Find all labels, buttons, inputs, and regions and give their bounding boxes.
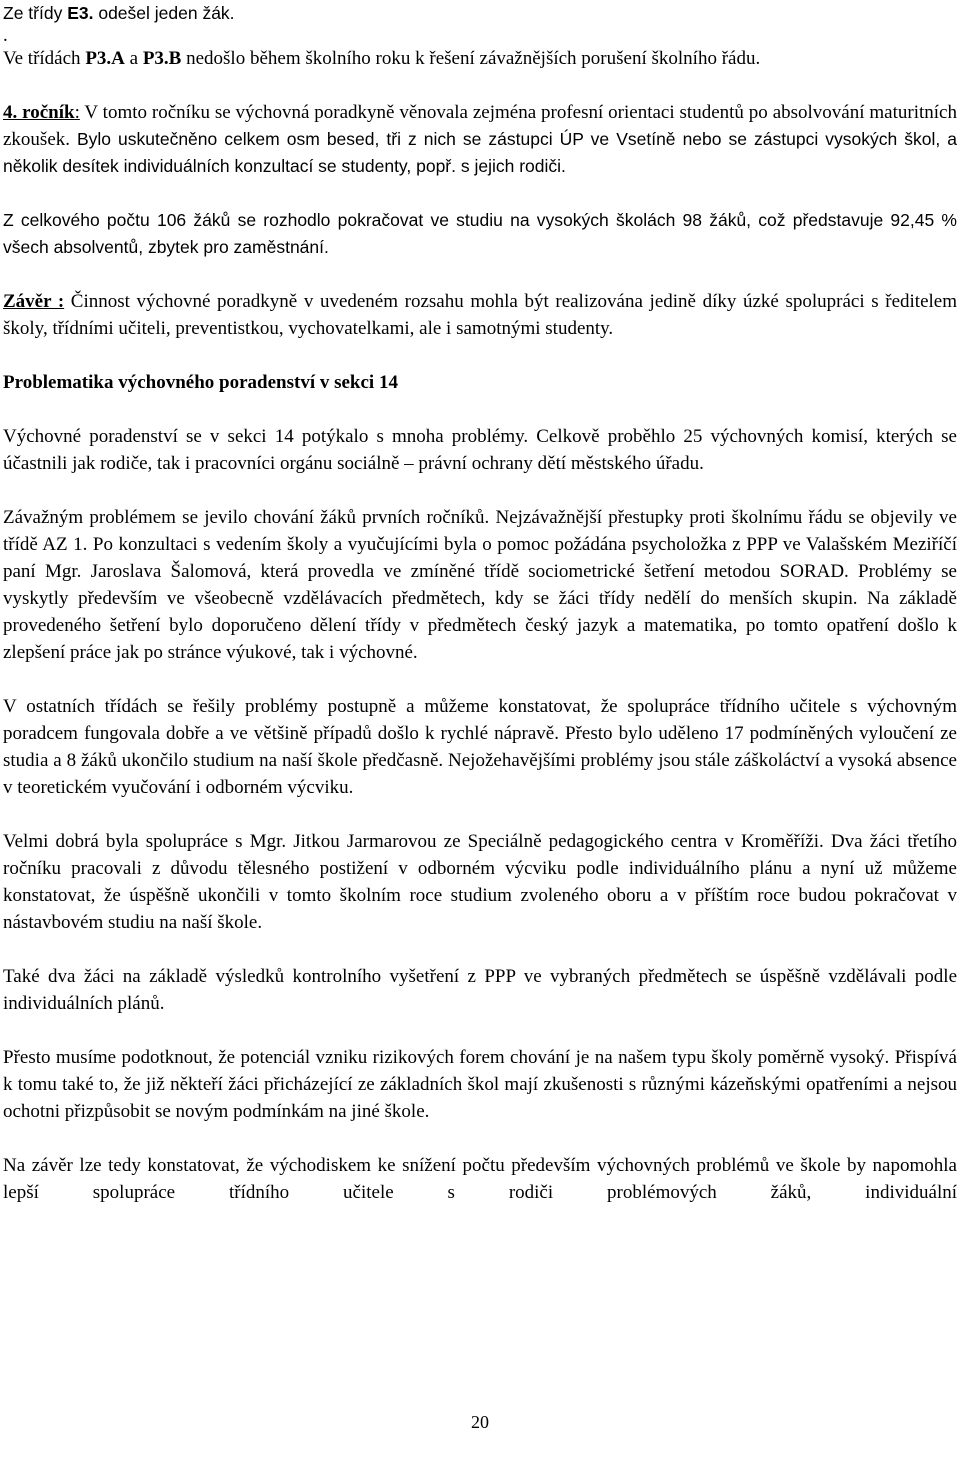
intro-dot: . — [3, 25, 8, 46]
spacer — [3, 936, 957, 963]
class-e3: E3. — [67, 3, 94, 23]
spacer — [3, 1125, 957, 1152]
spacer — [3, 801, 957, 828]
intro-line-2-suffix: nedošlo během školního roku k řešení závažnějších porušení školního řádu. — [181, 48, 761, 69]
section-paragraph-7: Na závěr lze tedy konstatovat, že východiskem ke snížení počtu především výchovných problémů ve škole by napomohla lepší spolupráce třídního učitele s rodiči problémových žáků, individuální — [3, 1155, 957, 1203]
intro-line-1-prefix: Ze třídy — [3, 3, 68, 23]
class-p3a: P3.A — [85, 48, 125, 69]
intro-line-2-and: a — [124, 48, 143, 69]
grade4-paragraph — [3, 99, 957, 180]
intro-line-1 — [3, 0, 957, 27]
spacer — [3, 396, 957, 423]
section-paragraph-4: Velmi dobrá byla spolupráce s Mgr. Jitkou Jarmarovou ze Speciálně pedagogického centra v Kroměříži. Dva žáci třetího ročníku pracovali z důvodu tělesného postižení v odborném výcviku podle individuálního plánu a nyní už můžeme konstatovat, že úspěšně ukončili v tomto školním roce studium zvoleného oboru a v příštím roce budou pokračovat v nástavbovém studiu na naší škole. — [3, 831, 957, 933]
section-paragraph-5: Také dva žáci na základě výsledků kontrolního vyšetření z PPP ve vybraných předmětech se úspěšně vzdělávali podle individuálních plánů. — [3, 966, 957, 1014]
spacer — [3, 1017, 957, 1044]
section-paragraph-1: Výchovné poradenství se v sekci 14 potýkalo s mnoha problémy. Celkově proběhlo 25 výchovných komisí, kterých se účastnili jak rodiče, tak i pracovníci orgánu sociálně – právní ochrany dětí městského úřadu. — [3, 426, 957, 474]
spacer — [3, 666, 957, 693]
spacer — [3, 477, 957, 504]
intro-line-2-prefix: Ve třídách — [3, 48, 86, 69]
conclusion-text: Činnost výchovné poradkyně v uvedeném rozsahu mohla být realizována jedině díky úzké spolupráci s ředitelem školy, třídními učiteli, preventistkou, vychovatelkami, ale i samotnými studenty. — [3, 291, 957, 339]
spacer — [3, 180, 957, 207]
class-p3b: P3.B — [142, 48, 182, 69]
conclusion-paragraph — [3, 288, 957, 342]
section-paragraph-6: Přesto musíme podotknout, že potenciál vzniku rizikových forem chování je na našem typu školy poměrně vysoký. Přispívá k tomu také to, že již někteří žáci přicházející ze základních škol mají zkušenosti s různými kázeňskými opatřeními a nejsou ochotni přizpůsobit se novým podmínkám na jiné škole. — [3, 1047, 957, 1122]
section-paragraph-2: Závažným problémem se jevilo chování žáků prvních ročníků. Nejzávažnější přestupky proti školnímu řádu se objevily ve třídě AZ 1. Po konzultaci s vedením školy a vyučujícími byla o pomoc požádána psycholožka z PPP ve Valašském Meziříčí paní Mgr. Jaroslava Šalomová, která provedla ve zmíněné třídě sociometrické šetření metodou SORAD. Problémy se vyskytly především ve všeobecně vzdělávacích předmětech, kdy se žáci třídy nedělí do menších skupin. Na základě provedeného šetření bylo doporučeno dělení třídy v předmětech český jazyk a matematika, po tomto opatření došlo k zlepšení práce jak po stránce výukové, tak i výchovné. — [3, 507, 957, 663]
spacer — [3, 261, 957, 288]
section-paragraph-3: V ostatních třídách se řešily problémy postupně a můžeme konstatovat, že spolupráce třídního učitele s výchovným poradcem fungovala dobře a ve většině případů došlo k rychlé nápravě. Přesto bylo uděleno 17 podmíněných vyloučení ze studia a 8 žáků ukončilo studium na naší škole předčasně. Nejožehavějšími problémy jsou stále záškoláctví a vysoká absence v teoretickém vyučování i odborném výcviku. — [3, 696, 957, 798]
section-heading: Problematika výchovného poradenství v sekci 14 — [3, 372, 398, 393]
page-number: 20 — [471, 1412, 489, 1432]
spacer — [3, 72, 957, 99]
grade4-label: 4. ročník — [3, 102, 75, 123]
grade4-colon: : — [74, 102, 80, 123]
document-page — [3, 0, 957, 1206]
spacer — [3, 342, 957, 369]
conclusion-label: Závěr : — [3, 291, 65, 312]
grade4-text: V tomto ročníku se výchovná poradkyně věnovala zejména profesní orientaci studentů po absolvování maturitních zkoušek. — [3, 102, 957, 150]
intro-line-2 — [3, 45, 957, 72]
grade4-consultations: Bylo uskutečněno celkem osm besed, tři z nich se zástupci ÚP ve Vsetíně nebo se zástupci vysokých škol, a několik desítek individuálních konzultací se studenty, popř. s jejich rodiči. — [3, 129, 958, 176]
intro-line-1-suffix: odešel jeden žák. — [93, 3, 235, 23]
grade4-results: Z celkového počtu 106 žáků se rozhodlo pokračovat ve studiu na vysokých školách 98 žáků, což představuje 92,45 % všech absolventů, zbytek pro zaměstnání. — [3, 210, 957, 257]
